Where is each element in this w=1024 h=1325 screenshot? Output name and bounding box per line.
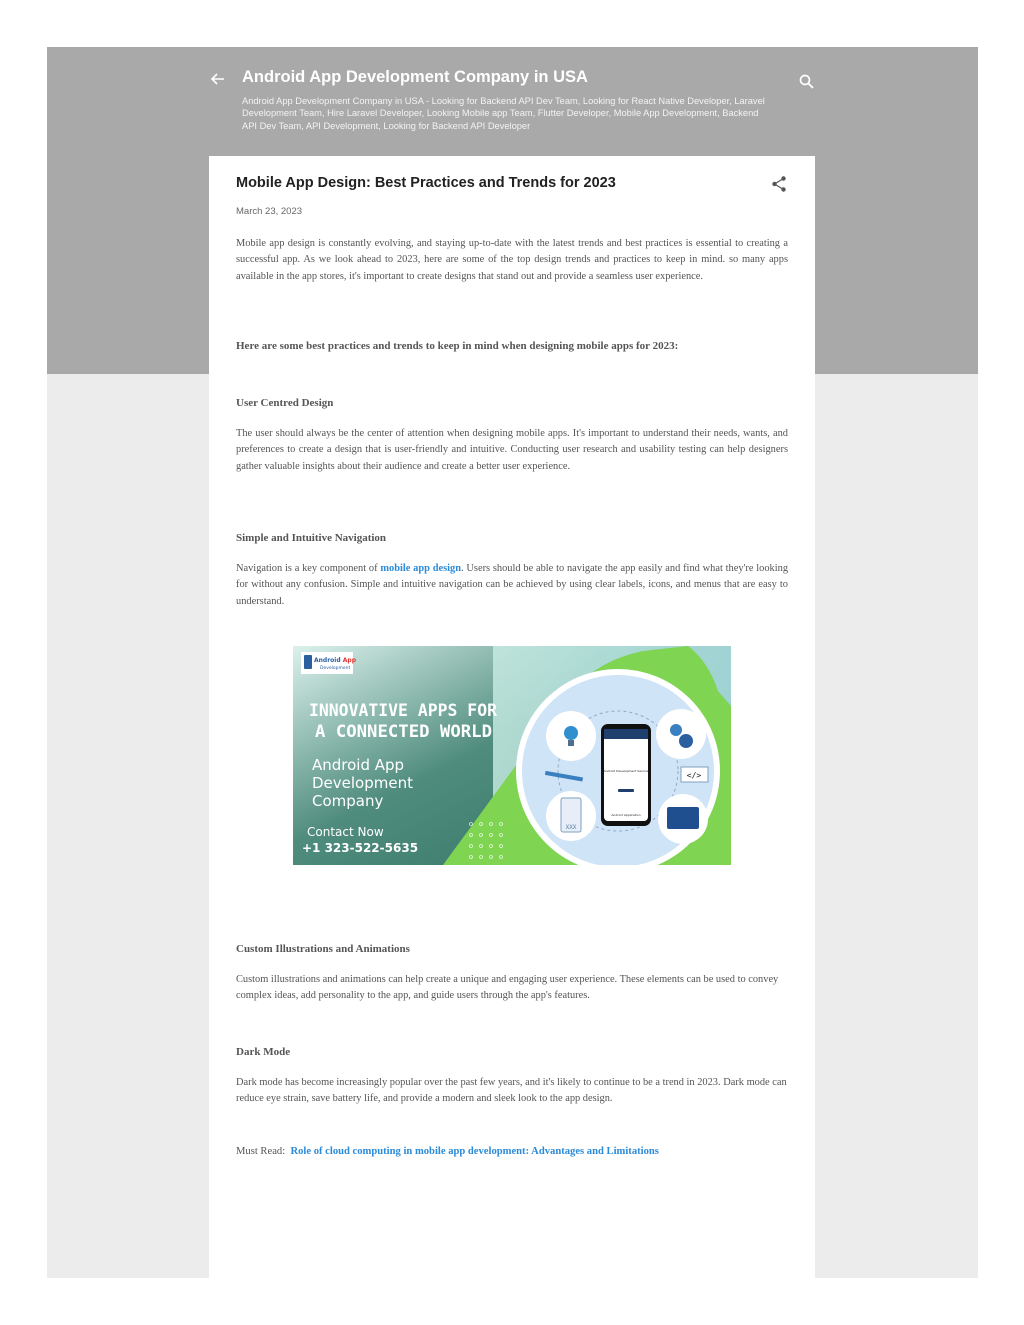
banner-contact-label: Contact Now <box>307 825 384 839</box>
logo-icon <box>304 655 312 669</box>
must-read-label: Must Read: <box>236 1146 286 1157</box>
banner-headline-line2: A CONNECTED WORLD <box>315 722 492 742</box>
wireframe-label: XXX <box>565 824 577 831</box>
promo-banner-image <box>293 646 731 865</box>
banner-company-line3: Company <box>312 792 384 810</box>
text-segment: . Users should be able to navigate the app easily and find what they're looking for without any confusion. Simple and intuitive navigation can be achieved by using clear labels, icons, and menus that are easy to understand. <box>236 563 789 607</box>
section-text: Custom illustrations and animations can help create a unique and engaging user experience. These elements can be used to convey complex ideas, add personality to the app, and guide users through the app's features. <box>236 974 779 1002</box>
share-icon[interactable] <box>771 175 787 193</box>
section-heading: Custom Illustrations and Animations <box>236 943 410 955</box>
section-heading: Simple and Intuitive Navigation <box>236 532 387 544</box>
logo-accent: App <box>342 657 356 664</box>
logo-text <box>314 657 357 664</box>
banner-phone: +1 323-522-5635 <box>302 841 419 855</box>
blog-description: Android App Development Company in USA - Looking for Backend API Dev Team, Looking for React Native Developer, Laravel Development Team, Hire Laravel Developer, Looking Mobile app Team, Flutter Developer, Mobile App Development, Backend API Dev Team, API Development, Looking for Backend API Developer <box>242 96 765 131</box>
banner-headline-line1: INNOVATIVE APPS FOR <box>309 701 498 721</box>
phone-title: Android Development Service <box>603 769 649 773</box>
banner-company-line2: Development <box>312 774 413 792</box>
must-read <box>236 1146 659 1157</box>
post-intro: Mobile app design is constantly evolving, and staying up-to-date with the latest trends and best practices is essential to creating a successful app. As we look ahead to 2023, here are some of the top design trends and practices to keep in mind. so many apps available in the app stores, it's important to create designs that stand out and provide a seamless user experience. <box>236 238 788 282</box>
code-tag: </> <box>686 771 702 780</box>
section-heading: User Centred Design <box>236 397 334 409</box>
section-text <box>236 561 788 610</box>
back-arrow-icon[interactable] <box>208 69 228 89</box>
laptop-icon <box>667 807 699 829</box>
search-icon[interactable] <box>798 73 816 91</box>
section-text: Dark mode has become increasingly popular over the past few years, and it's likely to continue to be a trend in 2023. Dark mode can reduce eye strain, save battery life, and provide a modern and sleek look to the app design. <box>236 1077 787 1105</box>
section-text: The user should always be the center of attention when designing mobile apps. It's important to understand their needs, wants, and preferences to create a design that is user-friendly and intuitive. Conducting user research and usability testing can help designers gather valuable insights about their audience and create a better user experience. <box>236 428 788 472</box>
banner-company-line1: Android App <box>312 756 405 774</box>
post-title: Mobile App Design: Best Practices and Trends for 2023 <box>236 175 616 191</box>
blog-title[interactable]: Android App Development Company in USA <box>242 68 588 86</box>
section-heading: Dark Mode <box>236 1046 291 1058</box>
phone-footer: Android Application <box>611 813 641 817</box>
must-read-link[interactable]: Role of cloud computing in mobile app development: Advantages and Limitations <box>290 1146 659 1157</box>
logo-word: Android <box>314 657 341 664</box>
mobile-app-design-link[interactable]: mobile app design <box>380 563 462 574</box>
lead-heading: Here are some best practices and trends to keep in mind when designing mobile apps for 2023: <box>236 340 679 352</box>
text-segment: Navigation is a key component of <box>236 563 381 574</box>
page-frame <box>47 47 978 1278</box>
post-card <box>209 156 815 1278</box>
logo-subtext: Development <box>320 666 351 671</box>
post-date: March 23, 2023 <box>236 206 303 217</box>
